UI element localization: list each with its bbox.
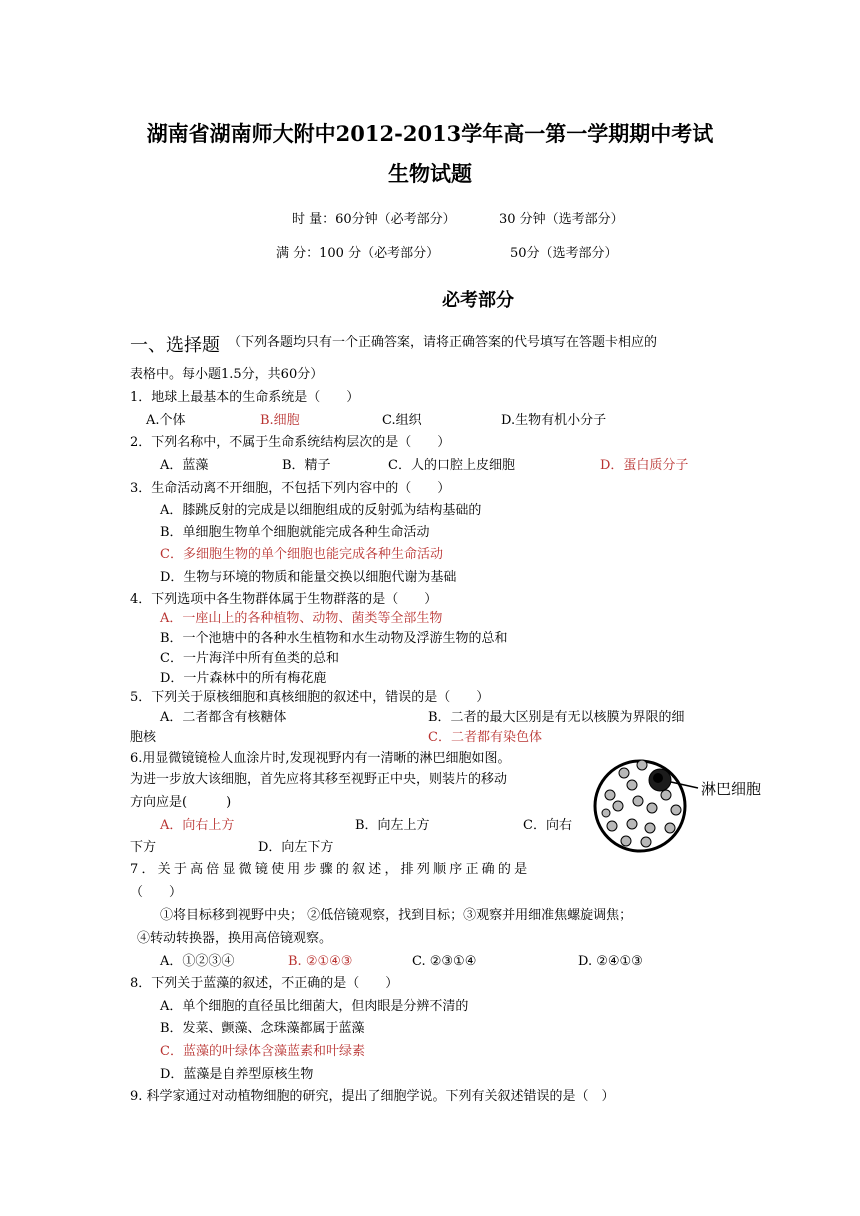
q8-stem: 8．下列关于蓝藻的叙述，不正确的是（ ） <box>130 976 399 991</box>
microscope-field-figure <box>588 748 778 868</box>
blood-cell <box>627 819 637 829</box>
q7-option-c: C. ②③①④ <box>412 954 477 969</box>
q6-line-3: 方向应是( ) <box>130 795 232 810</box>
q7-option-b: B. ②①④③ <box>288 954 353 969</box>
q4-option-a: A．一座山上的各种植物、动物、菌类等全部生物 <box>160 611 443 626</box>
q2-option-d: D．蛋白质分子 <box>600 458 689 473</box>
blood-cell <box>661 790 671 800</box>
q2-option-b: B．精子 <box>282 458 331 473</box>
q8-option-a: A．单个细胞的直径虽比细菌大，但肉眼是分辨不清的 <box>160 999 469 1014</box>
blood-cell <box>602 809 610 817</box>
q5-option-b: B．二者的最大区别是有无以核膜为界限的细 <box>428 710 685 725</box>
lymphocyte-nucleus <box>653 773 663 783</box>
blood-cell <box>641 837 651 847</box>
q3-option-c: C．多细胞生物的单个细胞也能完成各种生命活动 <box>160 547 443 562</box>
q5-option-b-cont: 胞核 <box>130 730 157 745</box>
blood-cell <box>619 768 629 778</box>
q7-line-1: 7．关于高倍显微镜使用步骤的叙述，排列顺序正确的是 <box>130 862 531 877</box>
q6-line-1: 6.用显微镜镜检人血涂片时,发现视野内有一清晰的淋巴细胞如图。 <box>130 751 511 766</box>
part-instructions-2: 表格中。每小题1.5分，共60分） <box>130 367 324 382</box>
q7-option-a: A．①②③④ <box>160 954 235 969</box>
q8-option-b: B．发菜、颤藻、念珠藻都属于蓝藻 <box>160 1021 365 1036</box>
q1-option-a: A.个体 <box>146 413 186 428</box>
blood-cell <box>613 801 623 811</box>
time-label: 时 量：60分钟（必考部分） <box>292 212 456 227</box>
figure-pointer-line <box>671 782 698 788</box>
q6-option-a: A．向右上方 <box>160 818 235 833</box>
q5-stem: 5．下列关于原核细胞和真核细胞的叙述中，错误的是（ ） <box>130 690 490 705</box>
page-subtitle: 生物试题 <box>388 161 472 186</box>
q2-stem: 2．下列名称中，不属于生命系统结构层次的是（ ） <box>130 435 451 450</box>
figure-label: 淋巴细胞 <box>701 781 762 798</box>
blood-cell <box>621 836 631 846</box>
q2-option-a: A．蓝藻 <box>160 458 209 473</box>
q5-option-a: A．二者都含有核糖体 <box>160 710 287 725</box>
blood-cell <box>665 823 675 833</box>
blood-cell <box>633 796 643 806</box>
score-label: 满 分：100 分（必考部分） <box>276 246 440 261</box>
q3-option-a: A．膝跳反射的完成是以细胞组成的反射弧为结构基础的 <box>160 503 482 518</box>
q6-option-d: D．向左下方 <box>258 840 334 855</box>
q6-option-b: B．向左上方 <box>355 818 430 833</box>
part-instructions: （下列各题均只有一个正确答案，请将正确答案的代号填写在答题卡相应的 <box>228 335 658 350</box>
blood-cell <box>671 805 681 815</box>
q1-stem: 1．地球上最基本的生命系统是（ ） <box>130 390 360 405</box>
blood-cell <box>647 803 657 813</box>
q1-option-c: C.组织 <box>382 413 422 428</box>
part-heading: 一、选择题 <box>130 335 220 356</box>
section-title: 必考部分 <box>442 290 514 311</box>
q7-line-3: ①将目标移到视野中央； ②低倍镜观察，找到目标；③观察并用细准焦螺旋调焦； <box>160 908 633 923</box>
q7-option-d: D. ②④①③ <box>578 954 643 969</box>
q6-line-2: 为进一步放大该细胞，首先应将其移至视野正中央，则装片的移动 <box>130 772 508 787</box>
q6-option-c-cont: 下方 <box>130 840 157 855</box>
page-title: 湖南省湖南师大附中2012-2013学年高一第一学期期中考试 <box>146 121 714 146</box>
time-value: 30 分钟（选考部分） <box>499 212 624 227</box>
q8-option-c: C．蓝藻的叶绿体含藻蓝素和叶绿素 <box>160 1044 365 1059</box>
q7-line-2: （ ） <box>130 885 183 900</box>
q4-option-c: C．一片海洋中所有鱼类的总和 <box>160 651 339 666</box>
q3-stem: 3．生命活动离不开细胞，不包括下列内容中的（ ） <box>130 481 451 496</box>
q4-option-d: D．一片森林中的所有梅花鹿 <box>160 671 327 686</box>
q9-stem: 9. 科学家通过对动植物细胞的研究，提出了细胞学说。下列有关叙述错误的是（ ） <box>130 1089 615 1104</box>
blood-cell <box>637 760 647 770</box>
blood-cell <box>605 790 615 800</box>
blood-cell <box>645 823 655 833</box>
q1-option-d: D.生物有机小分子 <box>501 413 607 428</box>
q5-option-c: C．二者都有染色体 <box>428 730 542 745</box>
q2-option-c: C．人的口腔上皮细胞 <box>388 458 515 473</box>
q8-option-d: D．蓝藻是自养型原核生物 <box>160 1067 314 1082</box>
blood-cell <box>607 821 617 831</box>
q1-option-b: B.细胞 <box>260 413 300 428</box>
blood-cell <box>627 780 637 790</box>
q3-option-d: D．生物与环境的物质和能量交换以细胞代谢为基础 <box>160 570 457 585</box>
score-value: 50分（选考部分） <box>510 246 618 261</box>
q6-option-c: C．向右 <box>523 818 572 833</box>
q7-line-4: ④转动转换器，换用高倍镜观察。 <box>137 931 333 946</box>
q4-option-b: B．一个池塘中的各种水生植物和水生动物及浮游生物的总和 <box>160 631 508 646</box>
q3-option-b: B．单细胞生物单个细胞就能完成各种生命活动 <box>160 525 430 540</box>
q4-stem: 4．下列选项中各生物群体属于生物群落的是（ ） <box>130 592 438 607</box>
